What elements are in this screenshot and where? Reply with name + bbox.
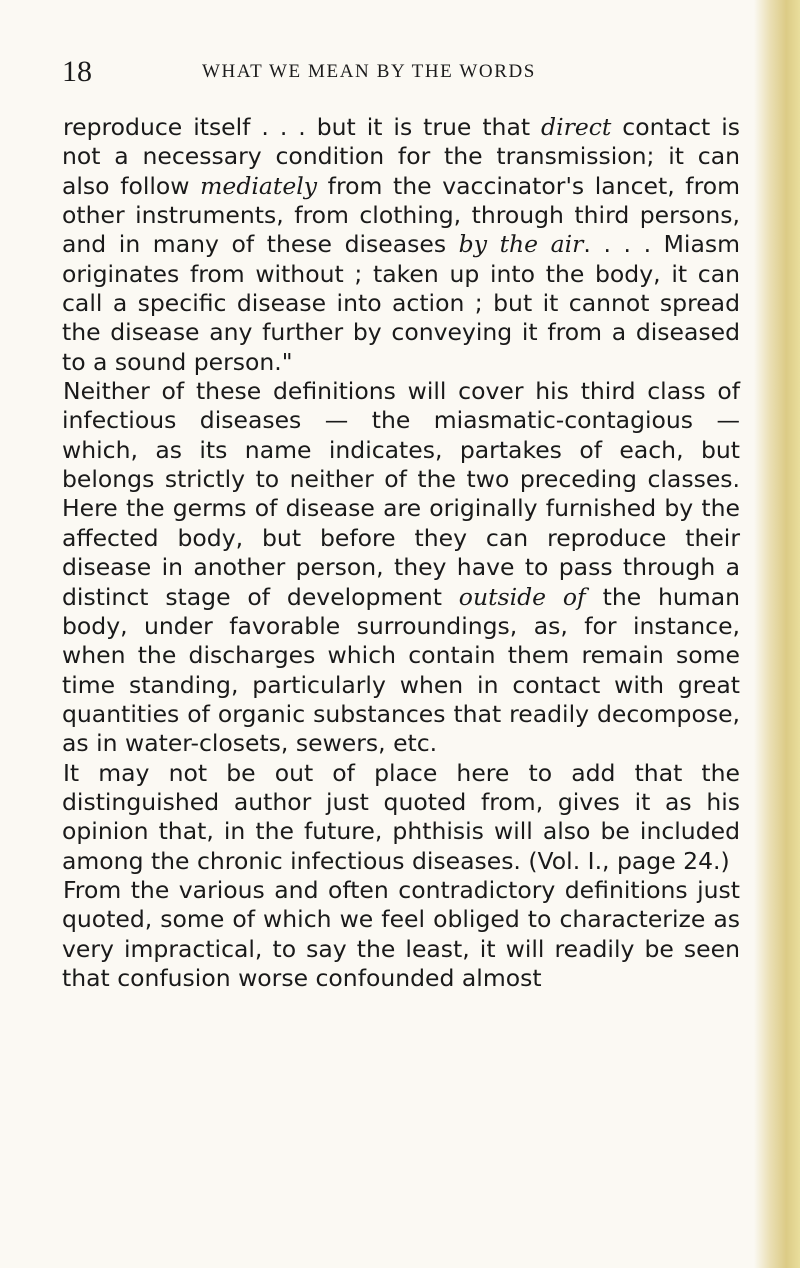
paragraph (62, 113, 740, 377)
running-head (62, 52, 742, 92)
page-number: 18 (62, 55, 92, 88)
paragraph (62, 876, 740, 993)
text-run: from the vaccinator's lancet, from other instruments, from clothing, through third persons, and in many of these diseases (62, 171, 740, 259)
italic-text-run: direct (541, 113, 612, 141)
running-head-title: WHAT WE MEAN BY THE WORDS (202, 61, 536, 82)
italic-text-run: outside of (458, 582, 586, 611)
italic-text-run: by the air (458, 230, 584, 259)
body-text (62, 113, 740, 993)
text-run: . . . . Miasm originates from without ; taken up into the body, it can call a specific disease into action ; but it cannot spread the disease any further by conveying it from a diseased to a sound person." (62, 230, 740, 376)
paragraph (62, 759, 740, 876)
text-run: reproduce itself . . . but it is true that (63, 113, 542, 141)
text-run: It may not be out of place here to add that the distinguished author just quoted from, gives it as his opinion that, in the future, phthisis will also be included among the chronic infectious diseases. (Vol. I., page 24.) (62, 758, 740, 875)
text-run: From the various and often contradictory definitions just quoted, some of which we feel obliged to characterize as very impractical, to say the least, it will readily be seen that confusion worse confounded almost (62, 875, 740, 992)
paragraph (62, 377, 740, 758)
text-run: Neither of these definitions will cover his third class of infectious diseases — the miasmatic-contagious — which, as its name indicates, partakes of each, but belongs strictly to neither of the two preceding classes. Here the germs of disease are originally furnished by the affected body, but before they can reproduce their disease in another person, they have to pass through a distinct stage of development (62, 377, 740, 611)
text-run: contact is not a necessary condition for the transmission; it can also follow (62, 113, 740, 200)
italic-text-run: mediately (200, 171, 318, 200)
page-edge-shading (754, 0, 800, 1268)
text-run: the human body, under favorable surroundings, as, for instance, when the discharges which contain them remain some time standing, particularly when in contact with great quantities of organic substances that readily decompose, as in water-closets, sewers, etc. (62, 582, 740, 758)
